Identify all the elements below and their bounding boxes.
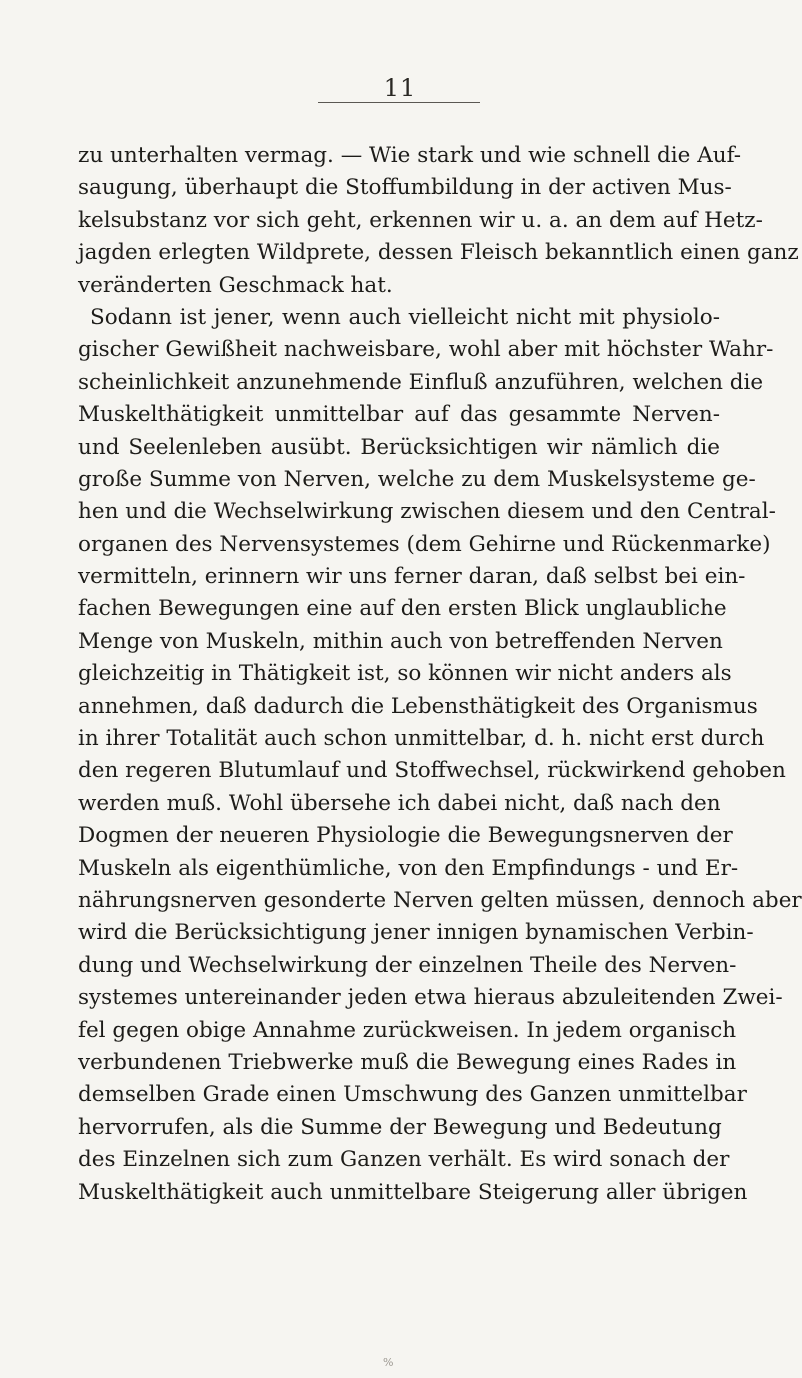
footer-mark: % [383,1356,394,1369]
text-line: Muskelthätigkeit unmittelbar auf das gesammte Nerven- [78,402,720,428]
text-line: in ihrer Totalität auch schon unmittelbar, d. h. nicht erst durch [78,726,765,752]
text-line: kelsubstanz vor sich geht, erkennen wir u. a. an dem auf Hetz- [78,207,763,233]
page-number: 11 [383,74,417,102]
text-line: fachen Bewegungen eine auf den ersten Blick unglaubliche [78,596,727,622]
text-line: annehmen, daß dadurch die Lebensthätigkeit des Organismus [78,693,758,719]
text-line: Muskeln als eigenthümliche, von den Empfindungs - und Er- [78,855,739,881]
text-line: Muskelthätigkeit auch unmittelbare Steigerung aller übrigen [78,1179,748,1205]
text-line: werden muß. Wohl übersehe ich dabei nicht, daß nach den [78,790,721,816]
text-line: scheinlichkeit anzunehmende Einfluß anzuführen, welchen die [78,369,764,395]
text-line: Sodann ist jener, wenn auch vielleicht nicht mit physiolo- [90,304,720,330]
text-line: wird die Berücksichtigung jener innigen bynamischen Verbin- [78,920,754,946]
text-line: und Seelenleben ausübt. Berücksichtigen wir nämlich die [78,434,720,460]
text-line: nährungsnerven gesonderte Nerven gelten müssen, dennoch aber [78,887,802,913]
text-line: demselben Grade einen Umschwung des Ganzen unmittelbar [78,1082,747,1108]
text-line: systemes untereinander jeden etwa hieraus abzuleitenden Zwei- [78,985,783,1011]
text-line: verbundenen Triebwerke muß die Bewegung eines Rades in [78,1049,737,1075]
text-line: zu unterhalten vermag. — Wie stark und wie schnell die Auf- [78,143,742,168]
text-line: saugung, überhaupt die Stoffumbildung in der activen Mus- [78,175,732,201]
text-line: gleichzeitig in Thätigkeit ist, so können wir nicht anders als [78,661,732,687]
text-line: veränderten Geschmack hat. [78,272,393,298]
text-line: dung und Wechselwirkung der einzelnen Theile des Nerven- [78,952,737,978]
text-line: jagden erlegten Wildprete, dessen Fleisch bekanntlich einen ganz [78,240,799,266]
header-rule [318,102,480,103]
text-line: Dogmen der neueren Physiologie die Bewegungsnerven der [78,823,733,849]
text-line: vermitteln, erinnern wir uns ferner daran, daß selbst bei ein- [78,564,746,590]
text-line: große Summe von Nerven, welche zu dem Muskelsysteme ge- [78,466,756,492]
text-line: Menge von Muskeln, mithin auch von betreffenden Nerven [78,628,723,654]
text-line: hervorrufen, als die Summe der Bewegung und Bedeutung [78,1114,722,1140]
body-text [78,140,802,1209]
text-line: fel gegen obige Annahme zurückweisen. In jedem organisch [78,1017,737,1043]
text-line: des Einzelnen sich zum Ganzen verhält. Es wird sonach der [78,1147,730,1173]
text-line: hen und die Wechselwirkung zwischen diesem und den Central- [78,499,776,525]
text-line: organen des Nervensystemes (dem Gehirne und Rückenmarke) [78,531,771,557]
text-line: den regeren Blutumlauf und Stoffwechsel, rückwirkend gehoben [78,758,786,784]
text-line: gischer Gewißheit nachweisbare, wohl aber mit höchster Wahr- [78,337,774,363]
